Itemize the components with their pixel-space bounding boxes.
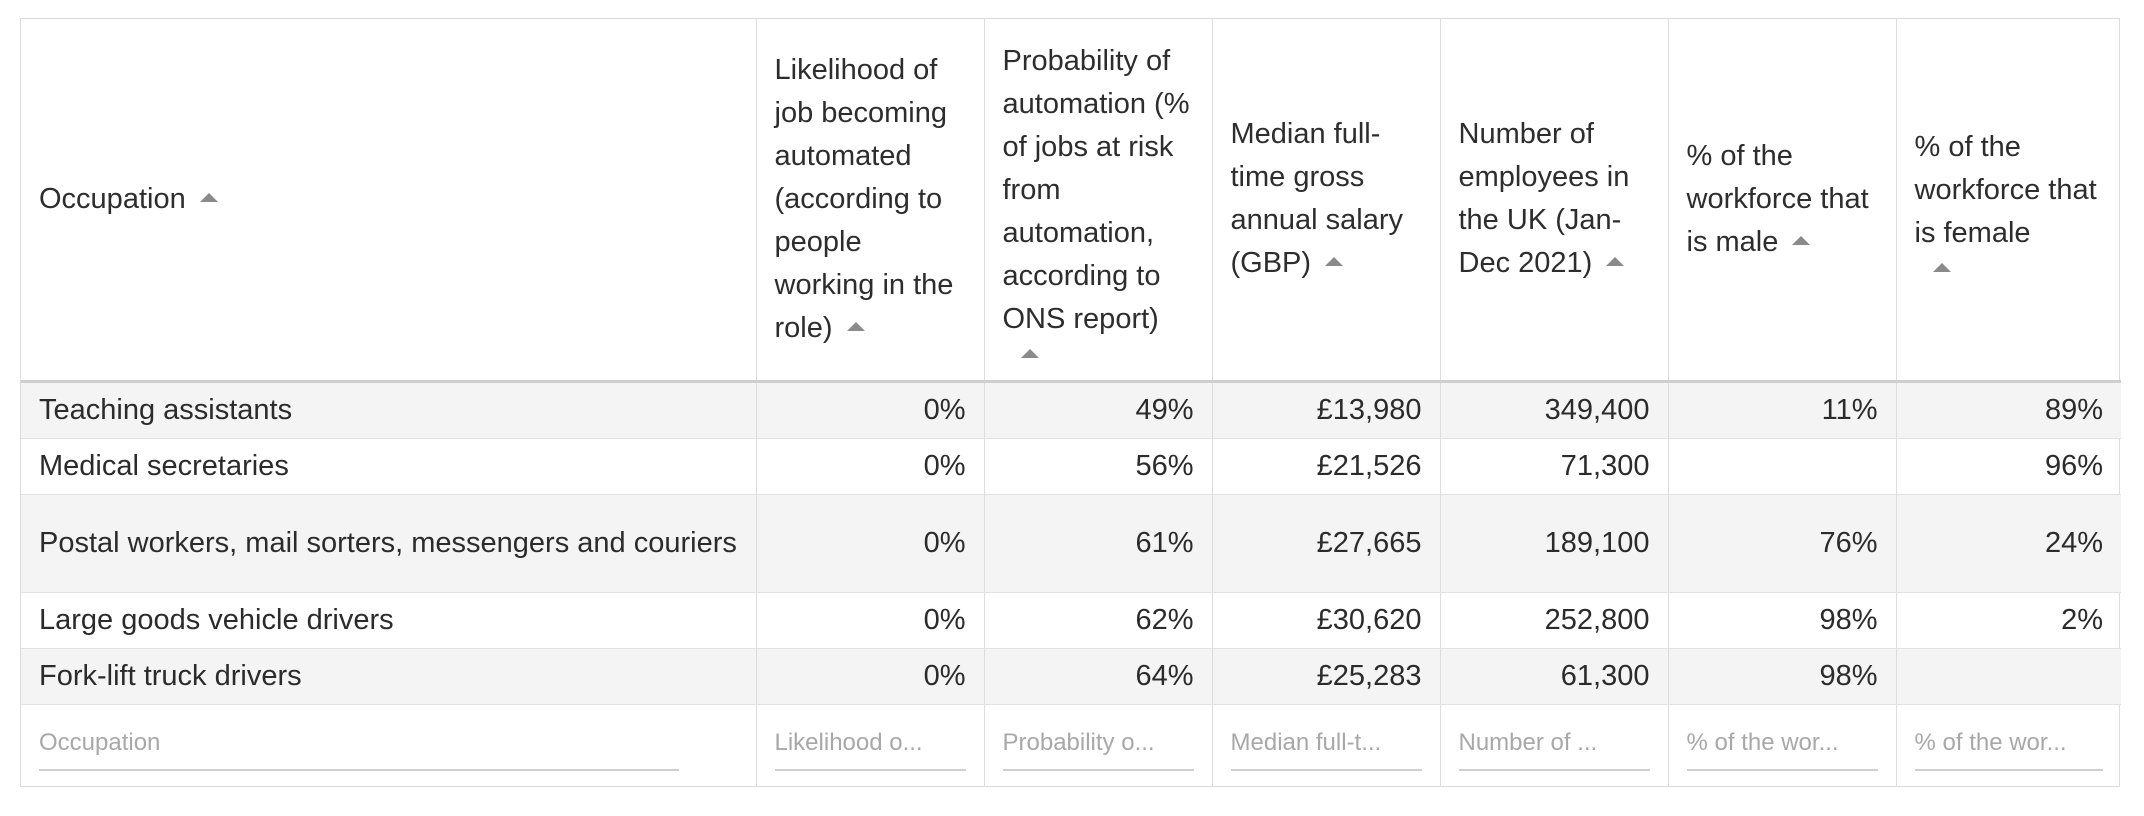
column-header-employees[interactable] [1440,19,1668,381]
filter-input-median-salary[interactable] [1231,723,1422,771]
column-header-label: Median full-time gross annual salary (GBP) [1230,118,1403,280]
cell-occupation: Medical secretaries [21,438,756,494]
cell-likelihood: 0% [756,648,984,704]
cell-female-percent [1896,648,2121,704]
cell-likelihood: 0% [756,494,984,592]
column-header-probability[interactable] [984,19,1212,381]
cell-likelihood: 0% [756,381,984,438]
cell-male-percent: 11% [1668,381,1896,438]
cell-male-percent: 98% [1668,648,1896,704]
sort-ascending-icon[interactable] [1021,349,1039,358]
column-header-label: Probability of automation (% of jobs at risk from automation, according to ONS report) [1002,45,1190,336]
cell-median-salary: £30,620 [1212,592,1440,648]
cell-probability: 49% [984,381,1212,438]
cell-female-percent: 89% [1896,381,2121,438]
cell-employees: 349,400 [1440,381,1668,438]
cell-probability: 61% [984,494,1212,592]
filter-input-probability[interactable] [1003,723,1194,771]
sort-ascending-icon[interactable] [847,322,865,331]
cell-probability: 56% [984,438,1212,494]
column-header-label: Occupation [39,182,186,215]
filter-cell [1896,704,2121,786]
cell-probability: 62% [984,592,1212,648]
table-row [21,438,2121,494]
column-header-label: % of the workforce that is female [1914,131,2097,250]
sort-ascending-icon[interactable] [1606,257,1624,266]
cell-occupation: Fork-lift truck drivers [21,648,756,704]
filter-input-employees[interactable] [1459,723,1650,771]
column-header-male-percent[interactable] [1668,19,1896,381]
column-header-label: Number of employees in the UK (Jan-Dec 2021) [1458,118,1630,280]
filter-cell [756,704,984,786]
cell-employees: 71,300 [1440,438,1668,494]
cell-median-salary: £21,526 [1212,438,1440,494]
column-header-occupation[interactable] [21,19,756,381]
cell-employees: 252,800 [1440,592,1668,648]
cell-female-percent: 2% [1896,592,2121,648]
cell-female-percent: 96% [1896,438,2121,494]
cell-likelihood: 0% [756,438,984,494]
filter-row [21,704,2121,786]
column-header-median-salary[interactable] [1212,19,1440,381]
filter-cell [21,704,756,786]
data-table-container [20,18,2120,787]
sort-ascending-icon[interactable] [1792,236,1810,245]
filter-cell [1440,704,1668,786]
filter-input-likelihood[interactable] [775,723,966,771]
filter-input-male-percent[interactable] [1687,723,1878,771]
column-header-label: % of the workforce that is male [1686,139,1869,258]
filter-cell [1212,704,1440,786]
table-row [21,381,2121,438]
cell-median-salary: £13,980 [1212,381,1440,438]
filter-cell [1668,704,1896,786]
header-row [21,19,2121,381]
cell-occupation: Postal workers, mail sorters, messengers and couriers [21,494,756,592]
cell-occupation: Large goods vehicle drivers [21,592,756,648]
sort-ascending-icon[interactable] [200,193,218,202]
filter-cell [984,704,1212,786]
sort-ascending-icon[interactable] [1325,257,1343,266]
cell-female-percent: 24% [1896,494,2121,592]
cell-median-salary: £25,283 [1212,648,1440,704]
cell-male-percent [1668,438,1896,494]
cell-median-salary: £27,665 [1212,494,1440,592]
cell-employees: 61,300 [1440,648,1668,704]
filter-input-occupation[interactable] [39,723,679,771]
column-header-label: Likelihood of job becoming automated (according to people working in the role) [774,53,954,344]
cell-male-percent: 98% [1668,592,1896,648]
cell-likelihood: 0% [756,592,984,648]
cell-male-percent: 76% [1668,494,1896,592]
table-row [21,494,2121,592]
cell-probability: 64% [984,648,1212,704]
column-header-likelihood[interactable] [756,19,984,381]
cell-occupation: Teaching assistants [21,381,756,438]
table-row [21,592,2121,648]
sort-ascending-icon[interactable] [1933,263,1951,272]
occupation-automation-table [21,19,2121,786]
table-row [21,648,2121,704]
column-header-female-percent[interactable] [1896,19,2121,381]
filter-input-female-percent[interactable] [1915,723,2104,771]
cell-employees: 189,100 [1440,494,1668,592]
